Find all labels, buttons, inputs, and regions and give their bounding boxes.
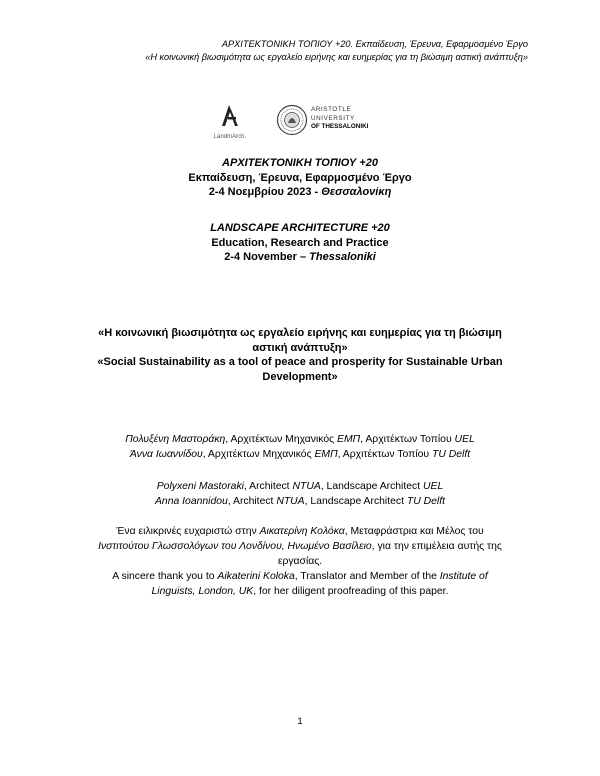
author-role: , Αρχιτέκτων Μηχανικός xyxy=(225,434,338,445)
author-org: NTUA xyxy=(276,495,305,507)
running-header-title: ΑΡΧΙΤΕΚΤΟΝΙΚΗ ΤΟΠΙΟΥ +20. Εκπαίδευση, Έρευνα, Εφαρμοσμένο Έργο xyxy=(221,39,528,49)
translator-name: Aikaterini Koloka xyxy=(217,571,295,582)
author-name: Anna Ioannidou xyxy=(155,495,228,507)
landmarch-logo-icon xyxy=(220,104,240,128)
author-role: , Architect xyxy=(227,495,277,507)
author-org: NTUA xyxy=(292,481,321,492)
author-line xyxy=(0,495,600,510)
ack-text: , Translator and Member of the xyxy=(294,571,440,582)
ack-text: Ένα ειλικρινές ευχαριστώ στην xyxy=(116,526,260,537)
conference-title-english: LANDSCAPE ARCHITECTURE +20 xyxy=(210,222,390,234)
author-role: , Αρχιτέκτων Μηχανικός xyxy=(202,448,315,460)
paper-title-block xyxy=(0,326,600,384)
conference-title-english-block xyxy=(0,221,600,265)
ack-text: , Μεταφράστρια και Μέλος του xyxy=(344,526,484,537)
institute-location: Linguists, London, UK xyxy=(151,585,254,597)
acknowledgement-english xyxy=(0,570,600,600)
conference-title-greek-block xyxy=(0,156,600,200)
ack-english-line2 xyxy=(0,585,600,600)
landmarch-logo-caption: LandmArch. xyxy=(213,134,247,140)
author-name: Άννα Ιωαννίδου xyxy=(129,448,203,460)
author-role: , Αρχιτέκτων Τοπίου xyxy=(337,448,432,460)
conference-subtitle-english: Education, Research and Practice xyxy=(211,236,389,249)
paper-title-english-line2: Development» xyxy=(262,370,338,383)
running-header-subtitle: «Η κοινωνική βιωσιμότητα ως εργαλείο ειρήνης και ευημερίας για τη βιώσιμη αστική ανάπτυξη» xyxy=(145,52,528,62)
dates-english: 2-4 November – xyxy=(224,251,310,263)
paper-title-english-line1: «Social Sustainability as a tool of peace and prosperity for Sustainable Urban xyxy=(97,356,503,368)
author-name: Polyxeni Mastoraki xyxy=(156,481,244,492)
author-role: , Landscape Architect xyxy=(320,481,424,492)
paper-title-greek-line1: «Η κοινωνική βιωσιμότητα ως εργαλείο ειρήνης και ευημερίας για τη βιώσιμη xyxy=(98,327,502,339)
institute-name: Institute of xyxy=(439,571,488,582)
ack-english-line1 xyxy=(0,570,600,585)
author-role: , Landscape Architect xyxy=(304,495,407,507)
author-line xyxy=(0,433,600,448)
ack-text: , for her diligent proofreading of this paper. xyxy=(253,585,449,597)
translator-name: Αικατερίνη Κολόκα xyxy=(259,526,345,537)
ack-greek-line3: εργασίας. xyxy=(277,555,323,567)
auth-logo-line1: ARISTOTLE xyxy=(311,106,352,113)
city-greek: Θεσσαλονίκη xyxy=(321,186,392,198)
author-org: UEL xyxy=(454,434,475,445)
acknowledgement-greek xyxy=(0,525,600,569)
author-org: ΕΜΠ xyxy=(314,448,338,460)
author-line xyxy=(0,448,600,463)
author-org: TU Delft xyxy=(431,448,471,460)
ack-greek-line2 xyxy=(0,540,600,555)
auth-logo-line2: UNIVERSITY xyxy=(311,114,355,122)
landmarch-logo xyxy=(208,104,252,140)
authors-english xyxy=(0,480,600,509)
conference-dates-greek xyxy=(0,185,600,200)
conference-dates-english xyxy=(0,250,600,265)
author-role: , Αρχιτέκτων Τοπίου xyxy=(360,434,455,445)
author-org: ΕΜΠ xyxy=(337,434,361,445)
ack-text: , για την επιμέλεια αυτής της xyxy=(371,540,502,552)
institute-name: Ινστιτούτου Γλωσσολόγων του Λονδίνου, Ηνωμένο Βασίλειο xyxy=(98,540,372,552)
city-english: Thessaloniki xyxy=(309,251,376,263)
dates-greek: 2-4 Νοεμβρίου 2023 - xyxy=(208,186,322,198)
auth-logo-line3: OF THESSALONIKI xyxy=(311,123,369,130)
author-role: , Architect xyxy=(243,481,293,492)
author-name: Πολυξένη Μαστοράκη xyxy=(125,434,226,445)
ack-greek-line1 xyxy=(0,525,600,540)
conference-title-greek: ΑΡΧΙΤΕΚΤΟΝΙΚΗ ΤΟΠΙΟΥ +20 xyxy=(222,157,378,169)
author-org: TU Delft xyxy=(406,495,445,507)
author-line xyxy=(0,480,600,495)
ack-text: A sincere thank you to xyxy=(112,571,218,582)
auth-logo-text xyxy=(311,106,368,132)
logos-row xyxy=(0,104,600,144)
authors-greek xyxy=(0,433,600,462)
paper-title-greek-line2: αστική ανάπτυξη» xyxy=(252,341,348,354)
page-number: 1 xyxy=(297,716,303,727)
auth-seal-icon xyxy=(276,104,308,136)
conference-subtitle-greek: Εκπαίδευση, Έρευνα, Εφαρμοσμένο Έργο xyxy=(188,171,412,184)
author-org: UEL xyxy=(423,481,444,492)
